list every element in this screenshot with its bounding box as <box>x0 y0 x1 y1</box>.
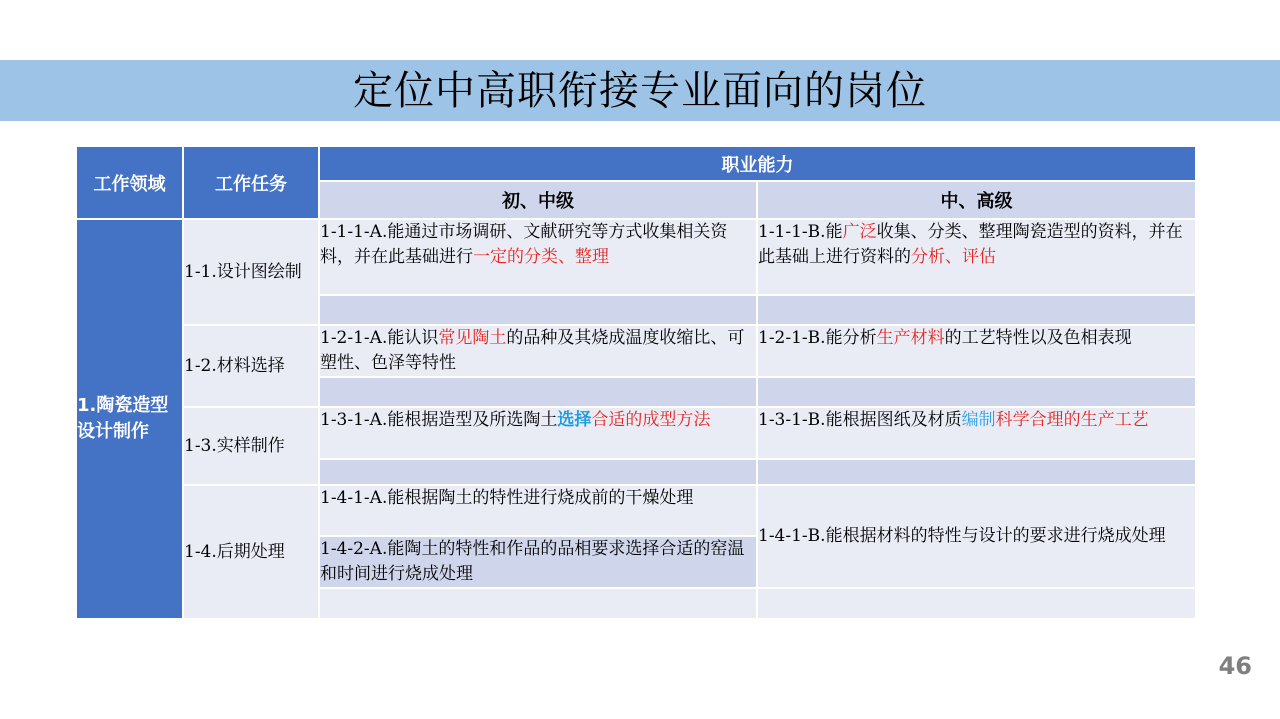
empty-cell <box>757 377 1196 407</box>
header-level-low: 初、中级 <box>319 181 757 219</box>
task-cell <box>183 485 319 619</box>
task-label: 1-1.设计图绘制 <box>184 262 302 282</box>
task-label: 1-2.材料选择 <box>184 356 285 376</box>
ability-highlight: 分析、评估 <box>911 247 996 267</box>
task-cell <box>183 219 319 325</box>
ability-highlight: 广泛 <box>842 222 877 242</box>
ability-highlight: 合适的成型方法 <box>591 410 711 430</box>
empty-cell <box>319 377 757 407</box>
ability-text: 1-4-1-B.能根据材料的特性与设计的要求进行烧成处理 <box>758 526 1166 546</box>
header-level-high: 中、高级 <box>757 181 1196 219</box>
task-label: 1-4.后期处理 <box>184 542 285 562</box>
ability-highlight: 科学合理的生产工艺 <box>995 410 1149 430</box>
task-cell <box>183 325 319 407</box>
ability-text: 1-4-1-A.能根据陶土的特性进行烧成前的干燥处理 <box>320 488 694 508</box>
ability-high-cell <box>757 485 1196 588</box>
header-ability: 职业能力 <box>319 146 1196 181</box>
ability-low-cell <box>319 485 757 536</box>
ability-text: 1-3-1-A.能根据造型及所选陶土 <box>320 410 558 430</box>
ability-high-cell <box>757 219 1196 295</box>
header-work-task: 工作任务 <box>183 146 319 219</box>
ability-low-cell <box>319 219 757 295</box>
ability-highlight: 编制 <box>961 410 996 430</box>
empty-cell <box>757 295 1196 325</box>
ability-high-cell <box>757 325 1196 377</box>
empty-cell <box>757 459 1196 485</box>
ability-highlight: 一定的分类、整理 <box>473 247 609 267</box>
ability-highlight: 常见陶土 <box>438 328 507 348</box>
work-area-label: 1.陶瓷造型设计制作 <box>77 395 169 442</box>
ability-text: 1-4-2-A.能陶土的特性和作品的品相要求选择合适的窑温和时间进行烧成处理 <box>320 539 745 584</box>
empty-cell <box>757 588 1196 619</box>
ability-text: 1-1-1-A.能通过市场调研、文献研究等方式收集相关资料，并在此基础进行 <box>320 222 728 267</box>
slide-title: 定位中高职衔接专业面向的岗位 <box>353 68 927 114</box>
ability-high-cell <box>757 407 1196 459</box>
ability-low-cell <box>319 325 757 377</box>
ability-highlight: 生产材料 <box>876 328 945 348</box>
empty-cell <box>319 588 757 619</box>
work-area-cell <box>76 219 183 619</box>
ability-low-cell <box>319 407 757 459</box>
ability-text: 1-2-1-A.能认识 <box>320 328 439 348</box>
header-work-area: 工作领域 <box>76 146 183 219</box>
ability-text: 1-1-1-B.能 <box>758 222 843 242</box>
ability-text: 的工艺特性以及色相表现 <box>944 328 1132 348</box>
ability-text: 收集、分类、整理陶瓷造型的资料，并在此基础上进行资料的 <box>758 222 1183 267</box>
ability-highlight: 选择 <box>557 410 592 430</box>
ability-low-cell <box>319 536 757 588</box>
task-cell <box>183 407 319 485</box>
ability-table <box>75 145 1197 620</box>
task-label: 1-3.实样制作 <box>184 436 285 456</box>
ability-text: 的品种及其烧成温度收缩比、可塑性、色泽等特性 <box>320 328 745 373</box>
ability-text: 1-2-1-B.能分析 <box>758 328 877 348</box>
page-number: 46 <box>1218 652 1252 680</box>
empty-cell <box>319 459 757 485</box>
ability-text: 1-3-1-B.能根据图纸及材质 <box>758 410 962 430</box>
empty-cell <box>319 295 757 325</box>
